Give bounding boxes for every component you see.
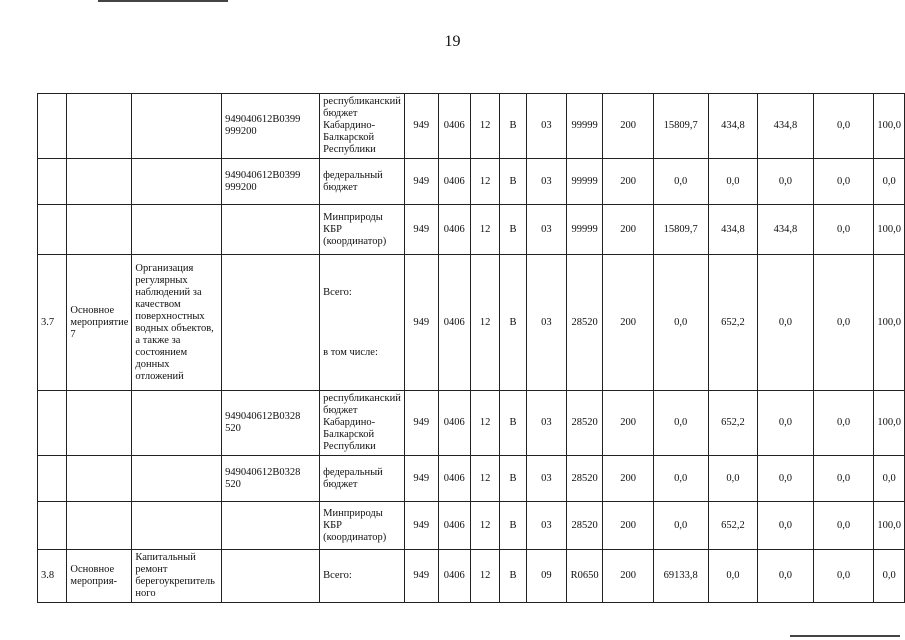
activity-name: Организация регулярных наблюдений за качеством поверхностных водных объектов, а также за состоянием донных отложений [132,255,222,391]
value-5: 100,0 [874,391,905,456]
table-row [38,159,905,205]
subprogram-code: В [500,456,526,502]
grbs-code: 949 [404,255,438,391]
activity-name [132,456,222,502]
row-number: 3.7 [38,255,67,391]
row-number [38,456,67,502]
funding-source: Всего: [320,550,405,603]
activity-name [132,205,222,255]
value-1: 15809,7 [653,94,708,159]
funding-source: федеральный бюджет [320,456,405,502]
activity-code: 03 [526,502,566,550]
budget-code: 949040612В0328 520 [222,391,320,456]
value-4: 0,0 [813,94,874,159]
value-2: 0,0 [708,550,758,603]
section-code: 0406 [438,502,470,550]
budget-code [222,255,320,391]
budget-table [37,93,905,603]
activity-type: Основное мероприя- [67,550,132,603]
funding-source [320,255,405,391]
section-code: 0406 [438,94,470,159]
expense-type-code: 200 [603,205,653,255]
subprogram-code: В [500,502,526,550]
expense-type-code: 200 [603,255,653,391]
value-4: 0,0 [813,255,874,391]
program-code: 12 [470,255,499,391]
target-article-code: 99999 [566,205,602,255]
activity-code: 03 [526,391,566,456]
value-4: 0,0 [813,502,874,550]
subprogram-code: В [500,94,526,159]
value-3: 0,0 [758,159,813,205]
program-code: 12 [470,159,499,205]
table-row [38,456,905,502]
row-number [38,205,67,255]
value-5: 100,0 [874,502,905,550]
expense-type-code: 200 [603,502,653,550]
value-1: 0,0 [653,391,708,456]
value-2: 0,0 [708,456,758,502]
budget-code: 949040612В0399 999200 [222,94,320,159]
value-5: 0,0 [874,456,905,502]
budget-code: 949040612В0399 999200 [222,159,320,205]
funding-source: Минприроды КБР (координатор) [320,205,405,255]
funding-source-total: Всего: [323,286,352,298]
program-code: 12 [470,456,499,502]
program-code: 12 [470,502,499,550]
value-4: 0,0 [813,550,874,603]
table-row [38,391,905,456]
program-code: 12 [470,205,499,255]
subprogram-code: В [500,550,526,603]
value-3: 0,0 [758,502,813,550]
value-2: 652,2 [708,502,758,550]
activity-name [132,502,222,550]
grbs-code: 949 [404,205,438,255]
activity-name [132,94,222,159]
value-2: 0,0 [708,159,758,205]
funding-source-including: в том числе: [323,346,378,358]
value-1: 0,0 [653,502,708,550]
activity-type [67,502,132,550]
activity-code: 03 [526,255,566,391]
section-code: 0406 [438,550,470,603]
activity-code: 03 [526,456,566,502]
target-article-code: R0650 [566,550,602,603]
value-3: 0,0 [758,550,813,603]
expense-type-code: 200 [603,456,653,502]
value-2: 652,2 [708,255,758,391]
activity-type [67,391,132,456]
target-article-code: 28520 [566,391,602,456]
table-row [38,550,905,603]
value-1: 0,0 [653,159,708,205]
activity-type: Основное мероприятие 7 [67,255,132,391]
activity-type [67,205,132,255]
table-row [38,205,905,255]
expense-type-code: 200 [603,550,653,603]
table-row [38,502,905,550]
funding-source: федеральный бюджет [320,159,405,205]
funding-source: республиканский бюджет Кабардино-Балкарской Республики [320,94,405,159]
scan-artifact-top [98,0,228,2]
activity-name: Капитальный ремонт берегоукрепитель ного [132,550,222,603]
value-1: 0,0 [653,456,708,502]
budget-code [222,550,320,603]
target-article-code: 28520 [566,502,602,550]
value-4: 0,0 [813,456,874,502]
subprogram-code: В [500,391,526,456]
row-number [38,94,67,159]
value-5: 100,0 [874,205,905,255]
activity-name [132,159,222,205]
value-3: 434,8 [758,94,813,159]
activity-type [67,159,132,205]
subprogram-code: В [500,255,526,391]
target-article-code: 28520 [566,255,602,391]
program-code: 12 [470,94,499,159]
activity-name [132,391,222,456]
program-code: 12 [470,550,499,603]
grbs-code: 949 [404,391,438,456]
expense-type-code: 200 [603,391,653,456]
grbs-code: 949 [404,94,438,159]
funding-source: республиканский бюджет Кабардино-Балкарской Республики [320,391,405,456]
grbs-code: 949 [404,502,438,550]
grbs-code: 949 [404,550,438,603]
section-code: 0406 [438,255,470,391]
activity-code: 03 [526,159,566,205]
budget-code: 949040612В0328 520 [222,456,320,502]
value-1: 0,0 [653,255,708,391]
budget-code [222,502,320,550]
target-article-code: 99999 [566,159,602,205]
value-4: 0,0 [813,205,874,255]
value-4: 0,0 [813,391,874,456]
target-article-code: 28520 [566,456,602,502]
value-3: 0,0 [758,391,813,456]
grbs-code: 949 [404,456,438,502]
value-5: 0,0 [874,159,905,205]
row-number [38,502,67,550]
scan-artifact-bottom [790,635,900,637]
expense-type-code: 200 [603,159,653,205]
value-5: 100,0 [874,255,905,391]
value-3: 0,0 [758,456,813,502]
table-row [38,255,905,391]
activity-type [67,456,132,502]
row-number: 3.8 [38,550,67,603]
funding-source: Минприроды КБР (координатор) [320,502,405,550]
section-code: 0406 [438,391,470,456]
row-number [38,159,67,205]
activity-code: 03 [526,205,566,255]
target-article-code: 99999 [566,94,602,159]
section-code: 0406 [438,159,470,205]
activity-code: 09 [526,550,566,603]
program-code: 12 [470,391,499,456]
value-4: 0,0 [813,159,874,205]
activity-code: 03 [526,94,566,159]
activity-type [67,94,132,159]
expense-type-code: 200 [603,94,653,159]
row-number [38,391,67,456]
grbs-code: 949 [404,159,438,205]
budget-code [222,205,320,255]
value-1: 15809,7 [653,205,708,255]
value-5: 100,0 [874,94,905,159]
subprogram-code: В [500,205,526,255]
value-2: 434,8 [708,94,758,159]
value-5: 0,0 [874,550,905,603]
value-2: 434,8 [708,205,758,255]
value-3: 0,0 [758,255,813,391]
value-2: 652,2 [708,391,758,456]
section-code: 0406 [438,205,470,255]
page-number: 19 [444,33,461,50]
subprogram-code: В [500,159,526,205]
section-code: 0406 [438,456,470,502]
value-3: 434,8 [758,205,813,255]
value-1: 69133,8 [653,550,708,603]
table-row [38,94,905,159]
